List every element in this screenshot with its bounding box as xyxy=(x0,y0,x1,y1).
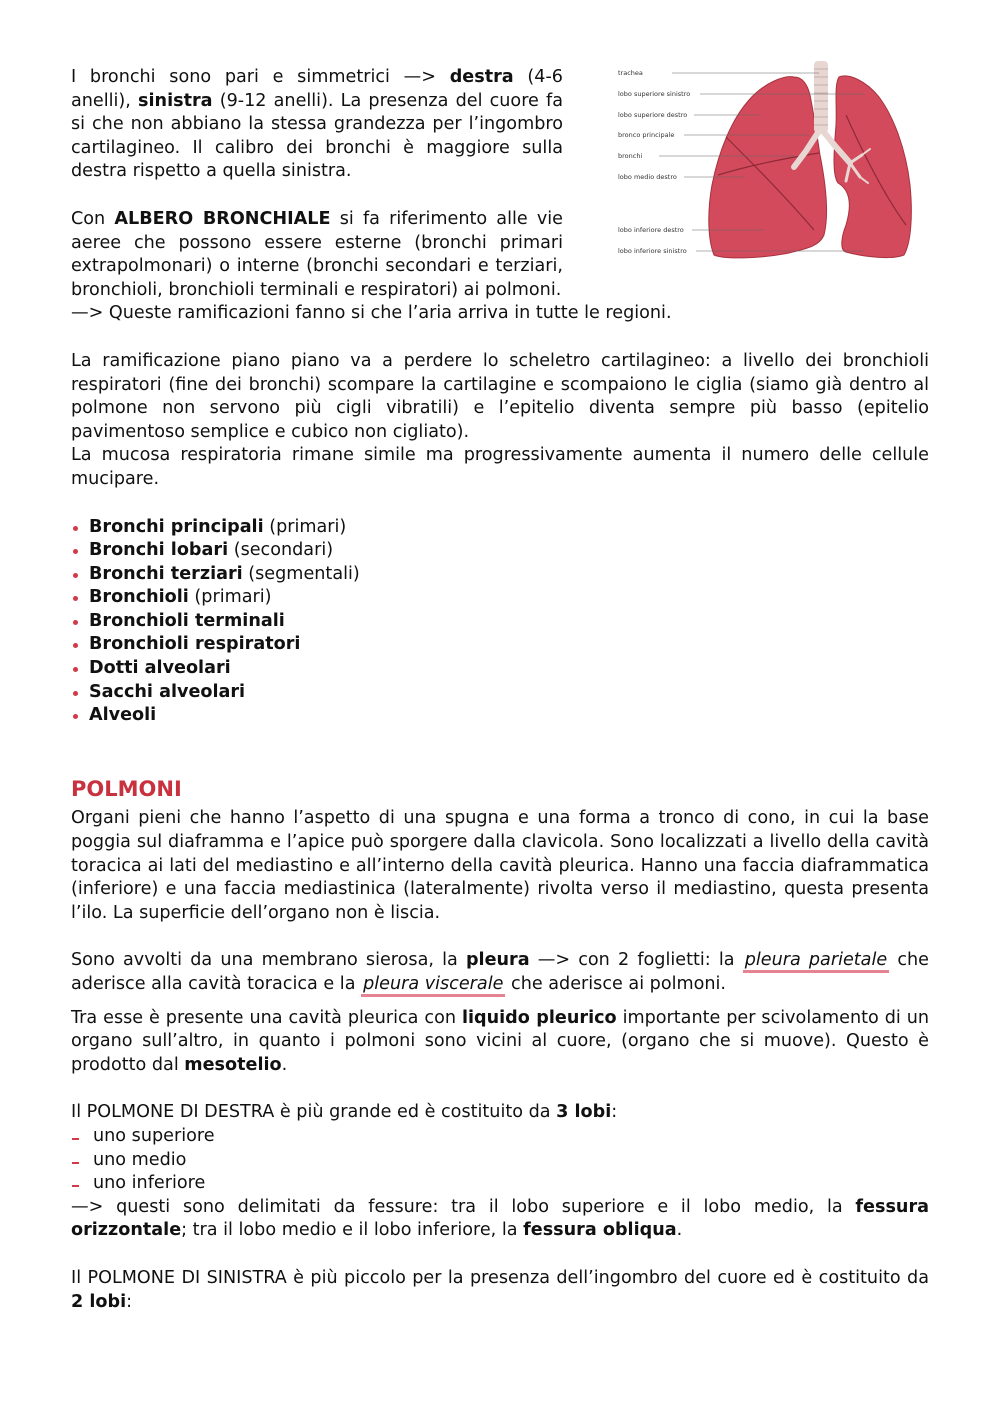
list-item-rest: (secondari) xyxy=(228,540,334,561)
figure-label: lobo superiore destro xyxy=(618,111,688,119)
intro-paragraph-1 xyxy=(71,66,563,184)
list-item-rest: (primari) xyxy=(263,516,347,537)
list-item: uno inferiore xyxy=(71,1172,929,1196)
list-item-bold: Bronchi principali xyxy=(89,516,264,537)
list-item-bold: Bronchi lobari xyxy=(89,540,229,561)
figure-label: trachea xyxy=(618,69,643,77)
list-item-bold: Sacchi alveolari xyxy=(89,681,246,702)
list-item-rest: (segmentali) xyxy=(242,563,360,584)
bold-liquido-pleurico: liquido pleurico xyxy=(461,1007,617,1028)
list-item-bold: Bronchioli xyxy=(89,587,189,608)
polmoni-paragraph-1: Organi pieni che hanno l’aspetto di una spugna e una forma a tronco di cono, in cui la base poggia sul diaframma e l’apice può sporgere dalla clavicola. Sono localizzati a livello della cavità toracica ai lati del mediastino e all’interno della cavità pleurica. Hanno una faccia diaframmatica (inferiore) e una faccia mediastinica (lateralmente) rivolta verso il mediastino, questa presenta l’ilo. La superficie dell’organo non è liscia. xyxy=(71,808,929,923)
list-item xyxy=(71,610,929,634)
bold-albero-bronchiale: ALBERO BRONCHIALE xyxy=(114,208,331,229)
list-item xyxy=(71,633,929,657)
bold-fessura-orizzontale: fessura orizzontale xyxy=(71,1196,929,1241)
section-heading-polmoni: POLMONI xyxy=(71,776,182,801)
text-span: I bronchi sono pari e simmetrici —> xyxy=(71,67,450,87)
list-item: uno superiore xyxy=(71,1125,929,1149)
text-span: Sono avvolti da una membrano sierosa, la xyxy=(71,950,466,971)
text-span: —> con 2 foglietti: la xyxy=(529,950,743,971)
ramificazione-paragraph-2: La mucosa respiratoria rimane simile ma progressivamente aumenta il numero delle cellule mucipare. xyxy=(71,445,929,489)
bold-sinistra: sinistra xyxy=(138,90,213,111)
list-item-bold: Alveoli xyxy=(89,705,157,726)
text-span: che aderisce alla cavità toracica e la xyxy=(71,950,929,994)
highlight-pleura-viscerale: pleura viscerale xyxy=(361,974,505,997)
list-item xyxy=(71,704,929,728)
list-item-bold: Bronchioli terminali xyxy=(89,610,285,631)
text-span: Con xyxy=(71,208,115,229)
lobi-list xyxy=(71,1125,929,1196)
list-item xyxy=(71,681,929,705)
figure-label: bronco principale xyxy=(618,131,675,139)
list-item-bold: Dotti alveolari xyxy=(89,658,231,679)
list-item-rest: (primari) xyxy=(188,587,272,608)
text-span: : xyxy=(126,1291,133,1312)
text-span: importante per scivolamento di un organo sull’altro, in quanto i polmoni sono vicini al cuore, (organo che si muove). Questo è prodotto dal xyxy=(71,1007,930,1075)
intro-paragraph-2 xyxy=(71,208,563,302)
text-span: Tra esse è presente una cavità pleurica con xyxy=(71,1007,462,1028)
polmoni-paragraph-5 xyxy=(71,1196,929,1243)
polmoni-paragraph-3 xyxy=(71,1007,929,1078)
list-item-bold: Bronchi terziari xyxy=(89,563,243,584)
list-item xyxy=(71,516,929,540)
list-item: uno medio xyxy=(71,1149,929,1173)
bronchi-list xyxy=(71,516,929,728)
figure-label: lobo medio destro xyxy=(618,173,677,181)
text-span: che aderisce ai polmoni. xyxy=(505,974,727,994)
text-span: ; tra il lobo medio e il lobo inferiore, la xyxy=(181,1220,524,1241)
bold-fessura-obliqua: fessura obliqua xyxy=(523,1220,677,1241)
text-span: : xyxy=(611,1102,618,1123)
bold-2-lobi: 2 lobi xyxy=(71,1291,127,1312)
text-span: si fa riferimento alle vie aeree che possono essere esterne (bronchi primari extrapolmonari) o interne (bronchi secondari e terziari, bronchioli, bronchioli terminali e respiratori) ai polmoni. xyxy=(71,208,563,300)
polmoni-paragraph-6 xyxy=(71,1267,929,1314)
list-item-bold: Bronchioli respiratori xyxy=(89,634,301,655)
list-item xyxy=(71,657,929,681)
intro-paragraph-3: —> Queste ramificazioni fanno si che l’aria arriva in tutte le regioni. xyxy=(71,303,672,324)
figure-label: bronchi xyxy=(618,152,643,160)
bold-3-lobi: 3 lobi xyxy=(556,1102,612,1123)
figure-label: lobo superiore sinistro xyxy=(618,90,691,98)
list-item xyxy=(71,563,929,587)
list-item xyxy=(71,586,929,610)
bold-pleura: pleura xyxy=(465,950,530,971)
text-span: (4-6 anelli), xyxy=(71,67,563,111)
text-span: (9-12 anelli). La presenza del cuore fa si che non abbiano la stessa grandezza per l’ingombro cartilagineo. Il calibro dei bronchi è maggiore sulla destra rispetto a quella sinistra. xyxy=(71,90,563,182)
polmoni-paragraph-4 xyxy=(71,1101,929,1125)
ramificazione-paragraph-1: La ramificazione piano piano va a perdere lo scheletro cartilagineo: a livello dei bronchioli respiratori (fine dei bronchi) scompare la cartilagine e scompaiono le ciglia (siamo già dentro al polmone non servono più cigli vibratili) e l’epitelio diventa sempre più basso (epitelio pavimentoso semplice e cubico non cigliato). xyxy=(71,350,929,442)
bold-destra: destra xyxy=(449,67,514,87)
text-span: Il POLMONE DI DESTRA è più grande ed è costituito da xyxy=(71,1102,557,1123)
figure-label: lobo inferiore destro xyxy=(618,226,684,234)
text-span: —> questi sono delimitati da fessure: tra il lobo superiore e il lobo medio, la xyxy=(71,1196,856,1217)
document-page xyxy=(71,66,929,1314)
bold-mesotelio: mesotelio xyxy=(184,1054,282,1075)
text-span: . xyxy=(676,1220,683,1241)
text-span: Il POLMONE DI SINISTRA è più piccolo per la presenza dell’ingombro del cuore ed è costituito da xyxy=(71,1267,929,1288)
list-item xyxy=(71,539,929,563)
polmoni-paragraph-2 xyxy=(71,949,929,996)
text-span: . xyxy=(281,1054,288,1075)
figure-label: lobo inferiore sinistro xyxy=(618,247,687,255)
highlight-pleura-parietale: pleura parietale xyxy=(743,950,890,973)
